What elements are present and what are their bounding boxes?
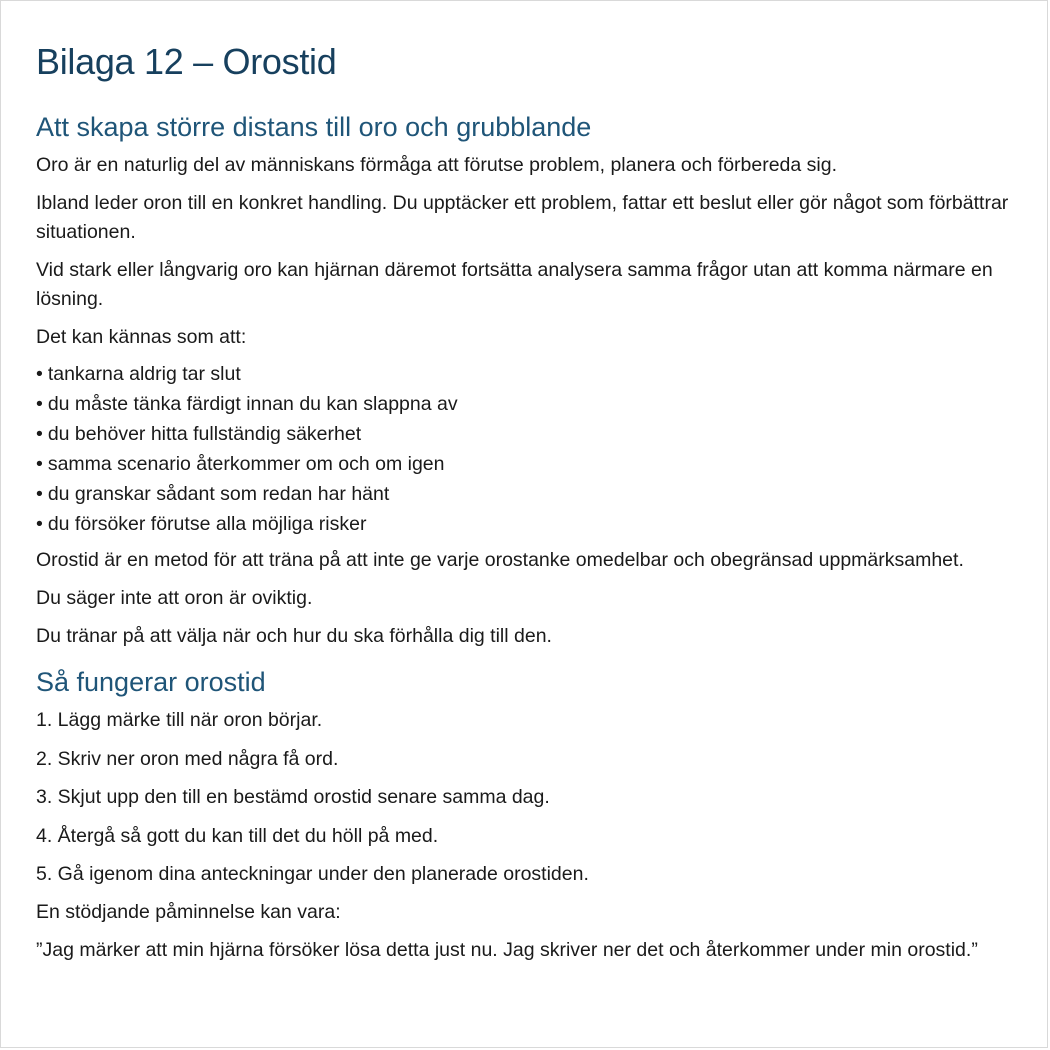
page-title: Bilaga 12 – Orostid [36, 41, 337, 82]
section-heading-how-it-works: Så fungerar orostid [36, 667, 266, 697]
list-item [36, 359, 1021, 389]
step-item: 1. Lägg märke till när oron börjar. [36, 709, 323, 731]
bullet-icon: • [36, 453, 43, 475]
list-item [36, 419, 1021, 449]
bullet-icon: • [36, 393, 43, 415]
paragraph: Vid stark eller långvarig oro kan hjärnan däremot fortsätta analysera samma frågor utan att komma närmare en lösning. [36, 259, 993, 310]
list-item [36, 449, 1021, 479]
list-item [36, 479, 1021, 509]
step-item: 2. Skriv ner oron med några få ord. [36, 747, 339, 770]
worry-symptoms-list [36, 359, 1021, 539]
paragraph: Du tränar på att välja när och hur du ska förhålla dig till den. [36, 625, 552, 647]
list-item-text: du försöker förutse alla möjliga risker [47, 513, 367, 535]
document-body [36, 38, 1021, 965]
section-heading-distance: Att skapa större distans till oro och grubblande [36, 112, 592, 142]
list-item-text: du behöver hitta fullständig säkerhet [47, 423, 362, 445]
reminder-intro: En stödjande påminnelse kan vara: [36, 901, 341, 923]
paragraph: Orostid är en metod för att träna på att inte ge varje orostanke omedelbar och obegränsad uppmärksamhet. [36, 549, 964, 571]
bullet-icon: • [36, 363, 43, 385]
steps-list [36, 706, 1021, 889]
paragraph: Du säger inte att oron är oviktig. [36, 587, 313, 609]
step-item: 5. Gå igenom dina anteckningar under den planerade orostiden. [36, 863, 589, 885]
paragraph: Det kan kännas som att: [36, 326, 247, 348]
list-item [36, 389, 1021, 419]
bullet-icon: • [36, 483, 43, 505]
step-item: 4. Återgå så gott du kan till det du höll på med. [36, 824, 439, 847]
list-item-text: du måste tänka färdigt innan du kan slappna av [47, 393, 458, 415]
bullet-icon: • [36, 513, 43, 535]
paragraph: Ibland leder oron till en konkret handling. Du upptäcker ett problem, fattar ett beslut eller gör något som förbättrar situationen. [36, 192, 1009, 243]
bullet-icon: • [36, 423, 43, 445]
list-item [36, 509, 1021, 539]
step-item: 3. Skjut upp den till en bestämd orostid senare samma dag. [36, 786, 550, 808]
list-item-text: samma scenario återkommer om och om igen [47, 453, 445, 475]
list-item-text: du granskar sådant som redan har hänt [47, 483, 390, 505]
reminder-quote: ”Jag märker att min hjärna försöker lösa detta just nu. Jag skriver ner det och återkommer under min orostid.” [36, 939, 978, 961]
list-item-text: tankarna aldrig tar slut [47, 363, 241, 385]
paragraph: Oro är en naturlig del av människans förmåga att förutse problem, planera och förbereda sig. [36, 154, 838, 176]
